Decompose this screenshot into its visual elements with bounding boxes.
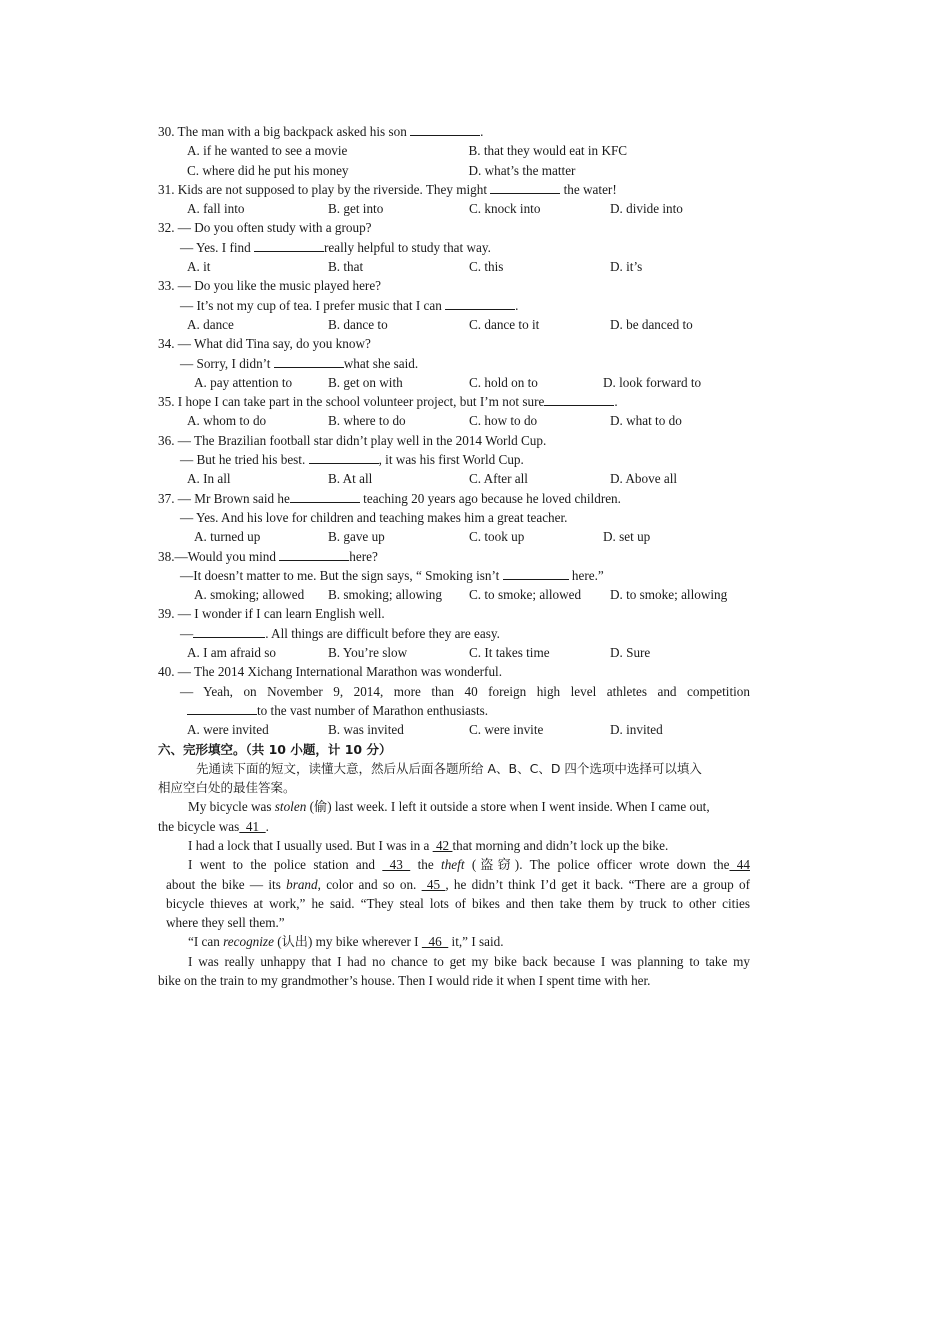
q33-option-c: C. dance to it	[469, 316, 540, 332]
passage-line-4	[158, 855, 750, 874]
q37-option-c: C. took up	[469, 529, 525, 545]
passage-line-1	[158, 797, 750, 816]
q34-option-a: A. pay attention to	[194, 374, 293, 390]
q37-option-d: D. set up	[603, 529, 651, 545]
q30-option-c: C. where did he put his money	[187, 162, 349, 178]
q39-dash: —	[180, 625, 194, 641]
q39-options	[158, 643, 750, 662]
q38-option-d: D. to smoke; allowing	[610, 587, 728, 603]
passage-word-theft: theft	[441, 857, 465, 873]
q39-line1: 39. — I wonder if I can learn English well.	[158, 606, 385, 622]
q36-blank	[309, 451, 379, 464]
passage-text: My bicycle was	[188, 799, 275, 815]
q32-option-d: D. it’s	[610, 259, 643, 275]
q30-text-end: .	[480, 124, 484, 139]
passage-text: .	[265, 818, 269, 834]
q36-text: — But he tried his best.	[180, 452, 309, 468]
q32-text-end: really helpful to study that way.	[324, 239, 491, 255]
q36-option-b: B. At all	[328, 471, 373, 487]
q36-option-d: D. Above all	[610, 471, 678, 487]
q37-text: 37. — Mr Brown said he	[158, 490, 290, 506]
q30-options-row2	[158, 161, 750, 180]
q39-option-c: C. It takes time	[469, 645, 550, 661]
passage-text: I went to the police station and	[188, 857, 383, 873]
passage-line-10: bike on the train to my grandmother’s house. Then I would ride it when I spent time with her.	[158, 973, 651, 989]
blank-44: 44	[729, 857, 750, 873]
q34-options	[158, 373, 750, 392]
passage-line-6: bicycle thieves at work,” he said. “They steal lots of bikes and then take them by truck to other cities	[166, 895, 750, 911]
q34-text-end: what she said.	[343, 355, 419, 371]
q33-line1: 33. — Do you like the music played here?	[158, 278, 382, 294]
q36-text-end: , it was his first World Cup.	[378, 452, 524, 468]
q31-options	[158, 199, 750, 218]
q32-option-a: A. it	[187, 259, 211, 275]
passage-text: “I can	[188, 934, 224, 950]
q40-line1: 40. — The 2014 Xichang International Marathon was wonderful.	[158, 664, 503, 680]
q37-option-b: B. gave up	[328, 529, 385, 545]
q32-options	[158, 257, 750, 276]
q30-options-row1	[158, 141, 750, 160]
q34-text: — Sorry, I didn’t	[180, 355, 274, 371]
q34-blank	[274, 355, 344, 368]
q32-option-b: B. that	[328, 259, 364, 275]
q32-text: — Yes. I find	[180, 239, 255, 255]
q31-option-b: B. get into	[328, 201, 384, 217]
q33-blank	[445, 297, 515, 310]
q33-text: — It’s not my cup of tea. I prefer music that I can	[180, 297, 446, 313]
q39-text-end: . All things are difficult before they are easy.	[265, 625, 500, 641]
passage-line-7: where they sell them.”	[166, 915, 285, 931]
q39-option-a: A. I am afraid so	[187, 645, 276, 661]
q30-option-d: D. what’s the matter	[468, 162, 576, 178]
q37-line2: — Yes. And his love for children and teaching makes him a great teacher.	[180, 509, 568, 525]
q40-line2: — Yeah, on November 9, 2014, more than 40 foreign high level athletes and competition	[180, 683, 750, 699]
passage-word-stolen: stolen	[274, 799, 307, 815]
section-6-instruction-2: 相应空白处的最佳答案。	[158, 780, 296, 796]
passage-text: the	[410, 857, 442, 873]
q31-stem	[158, 180, 750, 199]
q38-blank-1	[279, 548, 349, 561]
section-6-instruction-1: 先通读下面的短文，读懂大意，然后从后面各题所给 A、B、C、D 四个选项中选择可以填入	[196, 760, 702, 776]
q35-blank	[544, 393, 614, 406]
q34-option-c: C. hold on to	[469, 374, 538, 390]
q33-text-end: .	[515, 297, 519, 313]
q39-option-b: B. You’re slow	[328, 645, 408, 661]
passage-text: , color and so on.	[317, 876, 422, 892]
q33-option-a: A. dance	[187, 316, 234, 332]
q30-option-b: B. that they would eat in KFC	[468, 143, 628, 159]
q35-option-d: D. what to do	[610, 413, 682, 429]
q36-option-c: C. After all	[469, 471, 528, 487]
q30-stem	[158, 122, 750, 141]
q40-option-d: D. invited	[610, 722, 663, 738]
passage-line-2	[158, 817, 750, 836]
q30-text: 30. The man with a big backpack asked his son	[158, 124, 411, 139]
q32-line2	[158, 238, 750, 257]
q31-option-d: D. divide into	[610, 201, 683, 217]
q37-blank	[290, 490, 360, 503]
blank-41: 41	[239, 818, 266, 834]
q31-option-c: C. knock into	[469, 201, 541, 217]
passage-text: (偷) last week. I left it outside a store when I went inside. When I came out,	[306, 799, 710, 815]
q35-options	[158, 411, 750, 430]
blank-46: 46	[421, 934, 449, 950]
q38-text-end: here?	[349, 548, 378, 564]
q39-line2	[158, 624, 750, 643]
passage-line-9: I was really unhappy that I had no chance to get my bike back because I was planning to take my	[188, 953, 750, 969]
q38-blank-2	[503, 567, 569, 580]
passage-text: , he didn’t think I’d get it back. “There are a group of	[445, 876, 751, 892]
q35-text-end: .	[614, 394, 618, 410]
q33-line2	[158, 296, 750, 315]
q40-blank	[187, 702, 257, 715]
passage-word-brand: brand	[286, 876, 318, 892]
q38-line2	[158, 566, 750, 585]
q38-option-a: A. smoking; allowed	[194, 587, 305, 603]
passage-line-8	[158, 932, 750, 951]
q31-text: 31. Kids are not supposed to play by the riverside. They might	[158, 181, 491, 197]
q38-options	[158, 585, 750, 604]
q34-line2	[158, 354, 750, 373]
q30-option-a: A. if he wanted to see a movie	[187, 143, 348, 159]
passage-word-recognize: recognize	[223, 934, 274, 950]
passage-text: (盗窃). The police officer wrote down the	[464, 857, 730, 873]
exam-content	[158, 122, 750, 990]
q32-option-c: C. this	[469, 259, 504, 275]
q40-option-a: A. were invited	[187, 722, 269, 738]
q32-line1: 32. — Do you often study with a group?	[158, 220, 372, 236]
q37-text-end: teaching 20 years ago because he loved children.	[359, 490, 621, 506]
q34-option-b: B. get on with	[328, 374, 403, 390]
q31-option-a: A. fall into	[187, 201, 245, 217]
q33-options	[158, 315, 750, 334]
q40-option-b: B. was invited	[328, 722, 404, 738]
blank-43: 43	[382, 857, 411, 873]
q37-line1	[158, 489, 750, 508]
q38-option-b: B. smoking; allowing	[328, 587, 442, 603]
passage-text: (认出) my bike wherever I	[273, 934, 422, 950]
q34-line1: 34. — What did Tina say, do you know?	[158, 336, 371, 352]
q36-options	[158, 469, 750, 488]
q31-blank	[490, 181, 560, 194]
passage-line-3	[158, 836, 750, 855]
q35-option-c: C. how to do	[469, 413, 538, 429]
q38-line1	[158, 547, 750, 566]
q38-sign-end: here.”	[568, 567, 604, 583]
q33-option-b: B. dance to	[328, 316, 388, 332]
q40-line3	[158, 701, 750, 720]
q35-option-b: B. where to do	[328, 413, 406, 429]
q34-option-d: D. look forward to	[603, 374, 702, 390]
passage-text: that morning and didn’t lock up the bike.	[452, 837, 669, 853]
q30-blank	[410, 123, 480, 136]
q31-text-end: the water!	[560, 181, 617, 197]
q38-option-c: C. to smoke; allowed	[469, 587, 582, 603]
q32-blank	[254, 239, 324, 252]
q40-option-c: C. were invite	[469, 722, 544, 738]
blank-42: 42	[432, 837, 453, 853]
q37-options	[158, 527, 750, 546]
q37-option-a: A. turned up	[194, 529, 261, 545]
q38-sign-text: —It doesn’t matter to me. But the sign says, “ Smoking isn’t	[180, 567, 503, 583]
blank-45: 45	[421, 876, 446, 892]
passage-text: about the bike — its	[166, 876, 287, 892]
q35-text: 35. I hope I can take part in the school volunteer project, but I’m not sure	[158, 394, 545, 410]
passage-line-5	[158, 875, 750, 894]
q36-line2	[158, 450, 750, 469]
q40-options	[158, 720, 750, 739]
q38-text: 38.—Would you mind	[158, 548, 280, 564]
passage-text: the bicycle was	[158, 818, 240, 834]
passage-text: it,” I said.	[448, 934, 504, 950]
q40-text-end: to the vast number of Marathon enthusiasts.	[257, 702, 489, 718]
q35-option-a: A. whom to do	[187, 413, 267, 429]
q39-option-d: D. Sure	[610, 645, 651, 661]
q35-stem	[158, 392, 750, 411]
passage-text: I had a lock that I usually used. But I was in a	[188, 837, 433, 853]
q39-blank	[193, 625, 265, 638]
q36-line1: 36. — The Brazilian football star didn’t play well in the 2014 World Cup.	[158, 432, 547, 448]
q36-option-a: A. In all	[187, 471, 231, 487]
q33-option-d: D. be danced to	[610, 316, 693, 332]
section-6-title: 六、完形填空。（共 10 小题，计 10 分）	[158, 741, 392, 757]
